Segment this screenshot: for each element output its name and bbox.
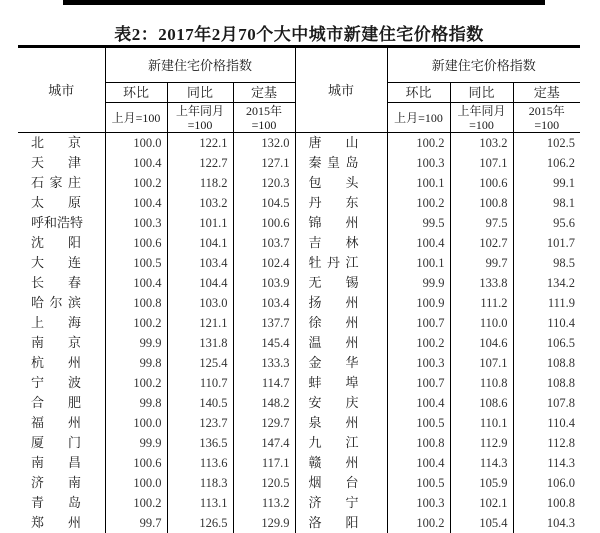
yoy-base-label-right: 上年同月=100 [450, 103, 513, 133]
city-name: 金华 [309, 353, 359, 372]
mom-value: 100.4 [105, 273, 167, 293]
fixed-base-value: 98.5 [513, 253, 580, 273]
mom-value: 99.9 [105, 333, 167, 353]
yoy-header-left: 同比 [167, 83, 233, 103]
city-cell [295, 153, 387, 173]
yoy-value: 105.9 [450, 473, 513, 493]
table-row [18, 193, 580, 213]
fixed-base-value: 134.2 [513, 273, 580, 293]
mom-value: 100.7 [387, 373, 450, 393]
yoy-value: 103.0 [167, 293, 233, 313]
city-cell [295, 353, 387, 373]
fixed-base-label-right: 2015年=100 [513, 103, 580, 133]
fixed-base-value: 112.8 [513, 433, 580, 453]
table-header [18, 47, 580, 133]
city-name: 洛阳 [309, 513, 359, 532]
city-name: 吉林 [309, 233, 359, 252]
yoy-value: 102.7 [450, 233, 513, 253]
city-name: 天津 [31, 153, 81, 172]
table-row [18, 493, 580, 513]
fixed-base-value: 133.3 [233, 353, 295, 373]
yoy-value: 121.1 [167, 313, 233, 333]
table-body [18, 133, 580, 533]
mom-value: 99.7 [105, 513, 167, 533]
city-cell [295, 413, 387, 433]
yoy-value: 110.0 [450, 313, 513, 333]
fixed-base-value: 100.8 [513, 493, 580, 513]
city-cell [18, 193, 105, 213]
city-name: 长春 [31, 273, 81, 292]
city-name: 杭州 [31, 353, 81, 372]
fixed-base-value: 120.5 [233, 473, 295, 493]
city-name: 青岛 [31, 493, 81, 512]
city-cell [18, 373, 105, 393]
fixed-base-value: 102.5 [513, 133, 580, 154]
fixed-base-value: 108.8 [513, 353, 580, 373]
city-name: 呼和浩特 [31, 213, 81, 232]
top-divider-rule [63, 0, 545, 5]
fixed-base-header-left: 定基 [233, 83, 295, 103]
table-row [18, 133, 580, 154]
city-cell [295, 393, 387, 413]
fixed-base-value: 106.2 [513, 153, 580, 173]
fixed-base-value: 120.3 [233, 173, 295, 193]
mom-value: 100.2 [387, 513, 450, 533]
city-cell [18, 453, 105, 473]
mom-value: 100.2 [105, 173, 167, 193]
city-column-header-left: 城市 [18, 47, 105, 133]
fixed-base-value: 137.7 [233, 313, 295, 333]
city-cell [295, 453, 387, 473]
yoy-value: 99.7 [450, 253, 513, 273]
mom-value: 100.9 [387, 293, 450, 313]
yoy-value: 118.2 [167, 173, 233, 193]
mom-value: 100.2 [105, 493, 167, 513]
city-cell [295, 173, 387, 193]
fixed-base-header-right: 定基 [513, 83, 580, 103]
city-cell [18, 273, 105, 293]
mom-value: 100.0 [105, 473, 167, 493]
yoy-value: 136.5 [167, 433, 233, 453]
city-cell [18, 253, 105, 273]
fixed-base-value: 110.4 [513, 413, 580, 433]
mom-value: 100.4 [387, 453, 450, 473]
mom-value: 100.2 [387, 133, 450, 154]
city-cell [18, 133, 105, 154]
fixed-base-value: 114.3 [513, 453, 580, 473]
fixed-base-value: 104.3 [513, 513, 580, 533]
mom-value: 100.5 [105, 253, 167, 273]
table-row [18, 253, 580, 273]
yoy-value: 101.1 [167, 213, 233, 233]
city-cell [295, 253, 387, 273]
yoy-value: 113.1 [167, 493, 233, 513]
yoy-value: 125.4 [167, 353, 233, 373]
yoy-value: 104.6 [450, 333, 513, 353]
table-row [18, 373, 580, 393]
city-cell [295, 293, 387, 313]
city-cell [295, 373, 387, 393]
yoy-value: 123.7 [167, 413, 233, 433]
mom-value: 100.3 [105, 213, 167, 233]
city-name: 九江 [309, 433, 359, 452]
city-name: 烟台 [309, 473, 359, 492]
yoy-value: 113.6 [167, 453, 233, 473]
yoy-value: 122.7 [167, 153, 233, 173]
fixed-base-value: 103.7 [233, 233, 295, 253]
table-row [18, 213, 580, 233]
city-name: 济南 [31, 473, 81, 492]
fixed-base-value: 129.9 [233, 513, 295, 533]
city-name: 丹东 [309, 193, 359, 212]
mom-value: 100.4 [387, 233, 450, 253]
yoy-value: 105.4 [450, 513, 513, 533]
mom-base-label-left: 上月=100 [105, 103, 167, 133]
city-cell [18, 173, 105, 193]
city-cell [295, 233, 387, 253]
yoy-value: 97.5 [450, 213, 513, 233]
yoy-value: 126.5 [167, 513, 233, 533]
index-group-header-right: 新建住宅价格指数 [387, 47, 580, 83]
mom-value: 100.4 [105, 153, 167, 173]
page-title: 表2：2017年2月70个大中城市新建住宅价格指数 [18, 20, 580, 45]
mom-value: 99.8 [105, 353, 167, 373]
fixed-base-value: 102.4 [233, 253, 295, 273]
city-name: 扬州 [309, 293, 359, 312]
city-cell [295, 513, 387, 533]
city-cell [295, 213, 387, 233]
mom-value: 99.9 [387, 273, 450, 293]
city-cell [295, 193, 387, 213]
mom-value: 100.6 [105, 233, 167, 253]
index-group-header-left: 新建住宅价格指数 [105, 47, 295, 83]
city-cell [18, 153, 105, 173]
yoy-value: 110.8 [450, 373, 513, 393]
city-name: 太原 [31, 193, 81, 212]
mom-value: 100.5 [387, 413, 450, 433]
mom-value: 100.6 [105, 453, 167, 473]
city-name: 包头 [309, 173, 359, 192]
city-name: 无锡 [309, 273, 359, 292]
city-column-header-right: 城市 [295, 47, 387, 133]
fixed-base-value: 148.2 [233, 393, 295, 413]
city-cell [18, 233, 105, 253]
city-name: 郑州 [31, 513, 81, 532]
city-name: 蚌埠 [309, 373, 359, 392]
yoy-value: 110.7 [167, 373, 233, 393]
fixed-base-value: 132.0 [233, 133, 295, 154]
city-cell [18, 333, 105, 353]
city-cell [18, 473, 105, 493]
city-name: 牡丹江 [309, 253, 359, 272]
city-name: 宁波 [31, 373, 81, 392]
fixed-base-value: 108.8 [513, 373, 580, 393]
fixed-base-value: 106.0 [513, 473, 580, 493]
fixed-base-value: 111.9 [513, 293, 580, 313]
city-cell [18, 393, 105, 413]
yoy-value: 133.8 [450, 273, 513, 293]
table-row [18, 293, 580, 313]
fixed-base-value: 113.2 [233, 493, 295, 513]
fixed-base-value: 114.7 [233, 373, 295, 393]
fixed-base-value: 103.4 [233, 293, 295, 313]
fixed-base-value: 106.5 [513, 333, 580, 353]
city-cell [295, 493, 387, 513]
yoy-value: 107.1 [450, 153, 513, 173]
mom-value: 100.3 [387, 493, 450, 513]
city-cell [18, 413, 105, 433]
yoy-value: 100.8 [450, 193, 513, 213]
yoy-value: 104.1 [167, 233, 233, 253]
city-name: 石家庄 [31, 173, 81, 192]
yoy-value: 112.9 [450, 433, 513, 453]
city-cell [295, 433, 387, 453]
city-name: 沈阳 [31, 233, 81, 252]
fixed-base-value: 110.4 [513, 313, 580, 333]
mom-value: 100.4 [387, 393, 450, 413]
city-name: 赣州 [309, 453, 359, 472]
city-name: 锦州 [309, 213, 359, 232]
mom-value: 100.3 [387, 153, 450, 173]
city-cell [18, 513, 105, 533]
mom-value: 100.5 [387, 473, 450, 493]
yoy-value: 111.2 [450, 293, 513, 313]
yoy-value: 102.1 [450, 493, 513, 513]
city-name: 厦门 [31, 433, 81, 452]
city-name: 徐州 [309, 313, 359, 332]
fixed-base-value: 95.6 [513, 213, 580, 233]
yoy-value: 118.3 [167, 473, 233, 493]
yoy-value: 104.4 [167, 273, 233, 293]
city-name: 泉州 [309, 413, 359, 432]
fixed-base-value: 99.1 [513, 173, 580, 193]
city-name: 济宁 [309, 493, 359, 512]
mom-header-left: 环比 [105, 83, 167, 103]
mom-value: 100.2 [105, 313, 167, 333]
fixed-base-value: 127.1 [233, 153, 295, 173]
table-row [18, 153, 580, 173]
yoy-value: 107.1 [450, 353, 513, 373]
city-name: 福州 [31, 413, 81, 432]
yoy-value: 100.6 [450, 173, 513, 193]
mom-value: 100.0 [105, 133, 167, 154]
yoy-value: 108.6 [450, 393, 513, 413]
yoy-value: 131.8 [167, 333, 233, 353]
mom-value: 99.5 [387, 213, 450, 233]
yoy-base-label-left: 上年同月=100 [167, 103, 233, 133]
city-name: 温州 [309, 333, 359, 352]
city-cell [18, 353, 105, 373]
fixed-base-value: 107.8 [513, 393, 580, 413]
city-cell [295, 333, 387, 353]
city-name: 合肥 [31, 393, 81, 412]
city-name: 大连 [31, 253, 81, 272]
fixed-base-label-left: 2015年=100 [233, 103, 295, 133]
table-row [18, 313, 580, 333]
city-name: 南昌 [31, 453, 81, 472]
city-cell [18, 293, 105, 313]
city-name: 唐山 [309, 133, 359, 152]
city-cell [18, 313, 105, 333]
city-name: 安庆 [309, 393, 359, 412]
table-row [18, 433, 580, 453]
price-index-table [18, 45, 580, 533]
yoy-value: 103.2 [167, 193, 233, 213]
table-row [18, 453, 580, 473]
fixed-base-value: 147.4 [233, 433, 295, 453]
mom-value: 100.8 [105, 293, 167, 313]
city-name: 上海 [31, 313, 81, 332]
table-row [18, 333, 580, 353]
mom-value: 100.2 [387, 333, 450, 353]
mom-value: 99.8 [105, 393, 167, 413]
table-row [18, 473, 580, 493]
fixed-base-value: 98.1 [513, 193, 580, 213]
mom-value: 100.3 [387, 353, 450, 373]
table-row [18, 393, 580, 413]
city-cell [18, 433, 105, 453]
fixed-base-value: 100.6 [233, 213, 295, 233]
city-cell [295, 473, 387, 493]
city-cell [295, 273, 387, 293]
yoy-value: 103.2 [450, 133, 513, 154]
mom-value: 99.9 [105, 433, 167, 453]
yoy-value: 122.1 [167, 133, 233, 154]
mom-value: 100.1 [387, 173, 450, 193]
table-row [18, 353, 580, 373]
mom-value: 100.4 [105, 193, 167, 213]
city-name: 秦皇岛 [309, 153, 359, 172]
yoy-value: 114.3 [450, 453, 513, 473]
city-cell [18, 493, 105, 513]
table-row [18, 273, 580, 293]
city-cell [18, 213, 105, 233]
mom-value: 100.2 [387, 193, 450, 213]
mom-base-label-right: 上月=100 [387, 103, 450, 133]
fixed-base-value: 117.1 [233, 453, 295, 473]
mom-value: 100.2 [105, 373, 167, 393]
city-name: 北京 [31, 133, 81, 152]
mom-value: 100.0 [105, 413, 167, 433]
fixed-base-value: 104.5 [233, 193, 295, 213]
city-name: 哈尔滨 [31, 293, 81, 312]
table-row [18, 413, 580, 433]
yoy-value: 103.4 [167, 253, 233, 273]
table-row [18, 233, 580, 253]
yoy-value: 110.1 [450, 413, 513, 433]
city-name: 南京 [31, 333, 81, 352]
mom-value: 100.8 [387, 433, 450, 453]
fixed-base-value: 145.4 [233, 333, 295, 353]
mom-value: 100.7 [387, 313, 450, 333]
yoy-header-right: 同比 [450, 83, 513, 103]
mom-value: 100.1 [387, 253, 450, 273]
city-cell [295, 313, 387, 333]
fixed-base-value: 101.7 [513, 233, 580, 253]
fixed-base-value: 103.9 [233, 273, 295, 293]
table-row [18, 513, 580, 533]
fixed-base-value: 129.7 [233, 413, 295, 433]
city-cell [295, 133, 387, 154]
yoy-value: 140.5 [167, 393, 233, 413]
mom-header-right: 环比 [387, 83, 450, 103]
table-row [18, 173, 580, 193]
